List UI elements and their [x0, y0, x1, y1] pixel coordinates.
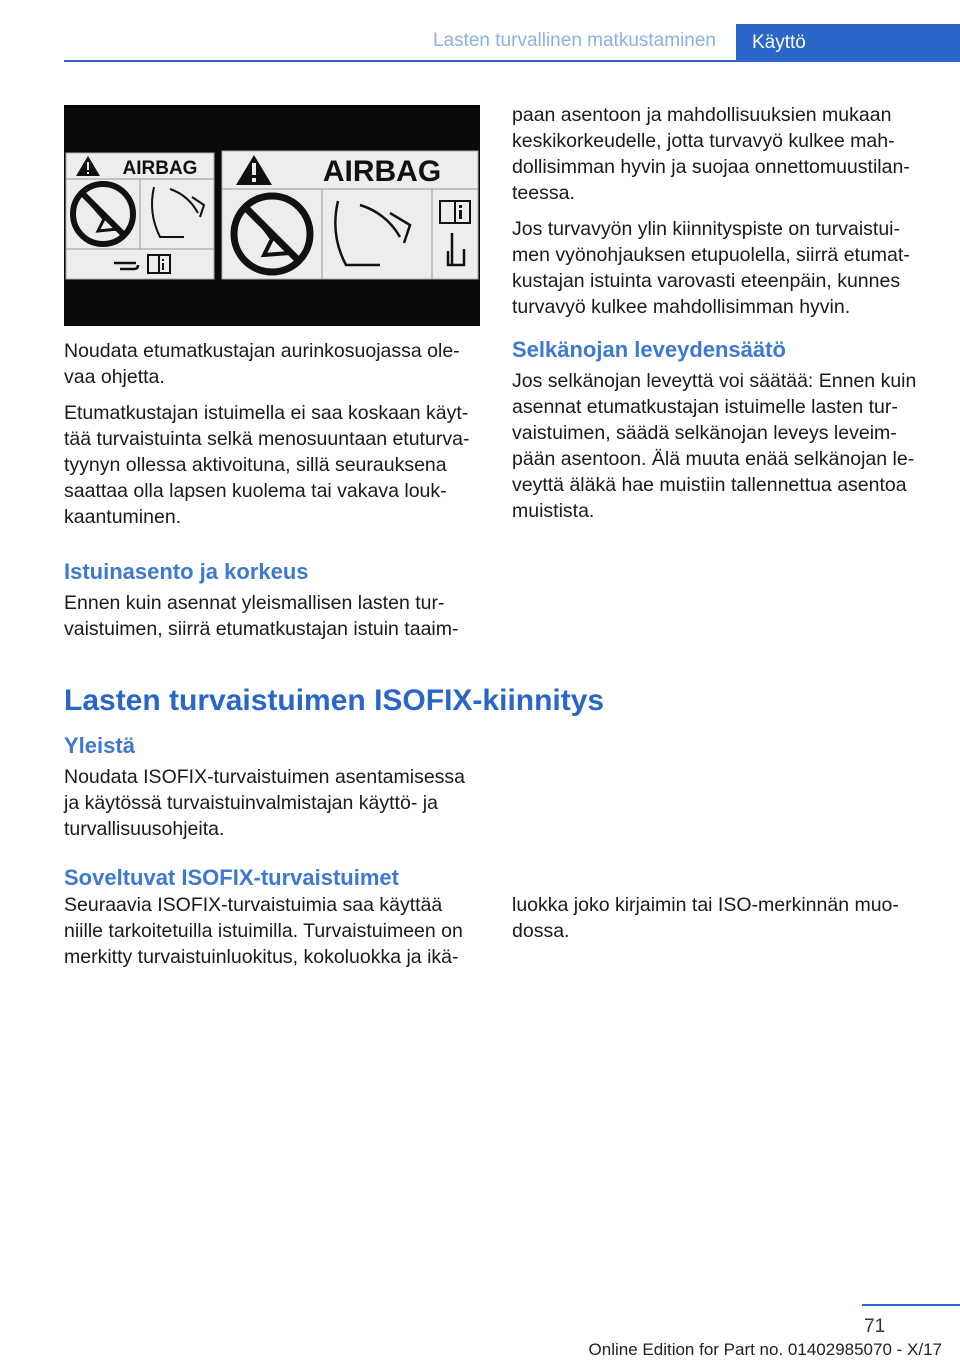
isofix-suitable-heading: Soveltuvat ISOFIX-turvaistuimet — [64, 865, 399, 890]
right-column — [512, 102, 928, 534]
footer-rule — [862, 1304, 960, 1306]
airbag-label-large — [222, 151, 478, 279]
header-chapter-tab[interactable]: Käyttö — [736, 24, 960, 62]
header-section-title: Lasten turvallinen matkustaminen — [432, 30, 716, 51]
airbag-warning-paragraph: Etumatkustajan istuimella ei saa koskaan käyt-tää turvaistuinta selkä menosuuntaan etuturva-tyynyn ollessa aktivoituna, sillä seurauksena saattaa olla lapsen kuolema tai vakava louk-kaantuminen. — [64, 402, 470, 528]
header-rule — [64, 60, 960, 62]
isofix-suitable-section — [64, 864, 480, 980]
seat-position-continued: paan asentoon ja mahdollisuuksien mukaan keskikorkeudelle, jotta turvavyö kulkee mah-dollisimman hyvin ja suojaa onnettomuustilan-teessa. — [512, 104, 910, 204]
seat-position-heading: Istuinasento ja korkeus — [64, 559, 309, 584]
isofix-suitable-continued: luokka joko kirjaimin tai ISO-merkinnän muo-dossa. — [512, 894, 899, 942]
isofix-general-section — [64, 732, 480, 852]
seat-position-paragraph: Ennen kuin asennat yleismallisen lasten tur-vaistuimen, siirrä etumatkustajan istuin taaim- — [64, 592, 459, 640]
isofix-suitable-continued-col — [512, 892, 928, 954]
airbag-label-large-text: AIRBAG — [322, 155, 442, 188]
page-header — [64, 24, 960, 62]
isofix-section-title: Lasten turvaistuimen ISOFIX-kiinnitys — [64, 684, 605, 717]
backrest-width-heading: Selkänojan leveydensäätö — [512, 337, 786, 362]
sun-visor-instruction: Noudata etumatkustajan aurinkosuojassa ole-vaa ohjetta. — [64, 340, 460, 388]
airbag-label-small — [66, 153, 214, 279]
airbag-warning-label-image — [64, 105, 480, 326]
airbag-label-small-text: AIRBAG — [122, 158, 198, 179]
seat-position-section — [64, 558, 480, 652]
isofix-suitable-paragraph: Seuraavia ISOFIX-turvaistuimia saa käyttää niille tarkoitetuilla istuimilla. Turvaistuimeen on merkitty turvaistuinluokitus, kokoluokka ja ikä- — [64, 894, 463, 968]
isofix-general-heading: Yleistä — [64, 733, 135, 758]
isofix-general-paragraph: Noudata ISOFIX-turvaistuimen asentamisessa ja käytössä turvaistuinvalmistajan käyttö- ja turvallisuusohjeita. — [64, 766, 466, 840]
left-column-top — [64, 338, 480, 540]
page-number: 71 — [864, 1316, 886, 1337]
backrest-width-paragraph: Jos selkänojan leveyttä voi säätää: Ennen kuin asennat etumatkustajan istuimelle lasten tur-vaistuimen, säädä selkänojan leveys leveim-pään asentoon. Älä muuta enää selkänojan le-veyttä äläkä hae muistiin tallennettua asentoa muistista. — [512, 370, 917, 522]
online-edition-footer: Online Edition for Part no. 01402985070 - X/17 — [588, 1340, 942, 1359]
belt-guide-paragraph: Jos turvavyön ylin kiinnityspiste on turvaistui-men vyönohjauksen etupuolella, siirrä etumat-kustajan istuinta varovasti eteenpäin, kunnes turvavyö kulkee mahdollisimman hyvin. — [512, 218, 910, 318]
